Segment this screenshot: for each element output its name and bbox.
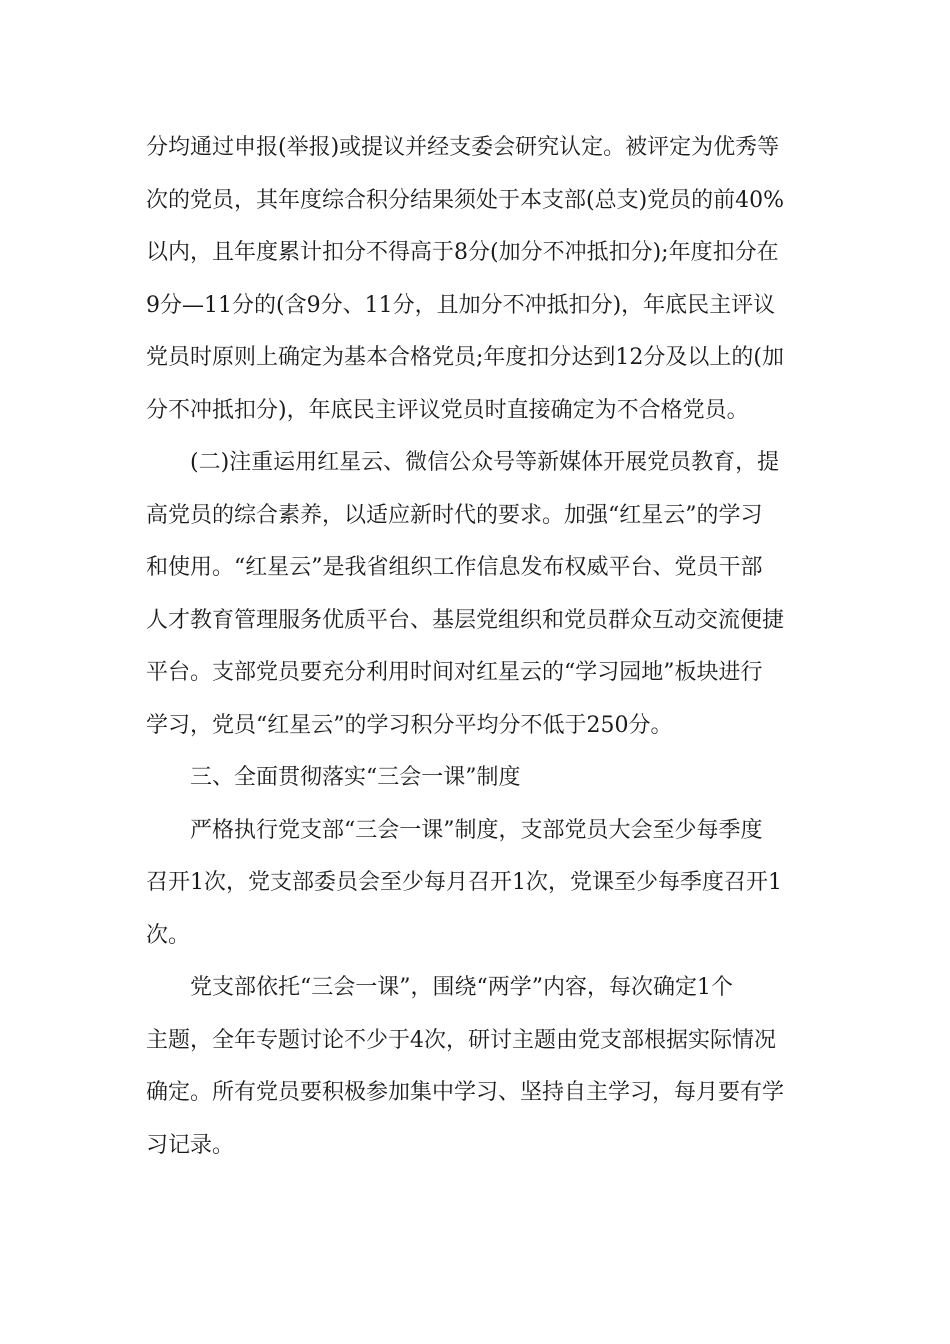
text-line: 高党员的综合素养，以适应新时代的要求。加强“红星云”的学习	[146, 503, 763, 528]
text-line: 9分—11分的(含9分、11分，且加分不冲抵扣分)，年底民主评议	[146, 293, 776, 318]
text-line: 分不冲抵扣分)，年底民主评议党员时直接确定为不合格党员。	[146, 398, 749, 423]
text-line: 主题，全年专题讨论不少于4次，研讨主题由党支部根据实际情况	[146, 1028, 776, 1053]
section-heading: 三、全面贯彻落实“三会一课”制度	[190, 765, 521, 790]
text-line: 平台。支部党员要充分利用时间对红星云的“学习园地”板块进行	[146, 660, 763, 685]
text-line: 召开1次，党支部委员会至少每月召开1次，党课至少每季度召开1	[146, 870, 782, 895]
text-line: 分均通过申报(举报)或提议并经支委会研究认定。被评定为优秀等	[146, 135, 780, 160]
text-line: (二)注重运用红星云、微信公众号等新媒体开展党员教育，提	[190, 450, 780, 475]
text-line: 学习，党员“红星云”的学习积分平均分不低于250分。	[146, 713, 673, 738]
text-line: 严格执行党支部“三会一课”制度，支部党员大会至少每季度	[190, 818, 763, 843]
text-line: 习记录。	[146, 1133, 235, 1158]
text-line: 人才教育管理服务优质平台、基层党组织和党员群众互动交流便捷	[146, 608, 785, 633]
text-line: 以内，且年度累计扣分不得高于8分(加分不冲抵扣分);年度扣分在	[146, 240, 779, 265]
text-line: 次。	[146, 923, 191, 948]
text-line: 确定。所有党员要积极参加集中学习、坚持自主学习，每月要有学	[146, 1080, 785, 1105]
text-line: 党支部依托“三会一课”，围绕“两学”内容，每次确定1个	[190, 975, 733, 1000]
text-line: 党员时原则上确定为基本合格党员;年度扣分达到12分及以上的(加	[146, 345, 784, 370]
text-line: 次的党员，其年度综合积分结果须处于本支部(总支)党员的前40%	[146, 188, 785, 213]
text-line: 和使用。“红星云”是我省组织工作信息发布权威平台、党员干部	[146, 555, 763, 580]
